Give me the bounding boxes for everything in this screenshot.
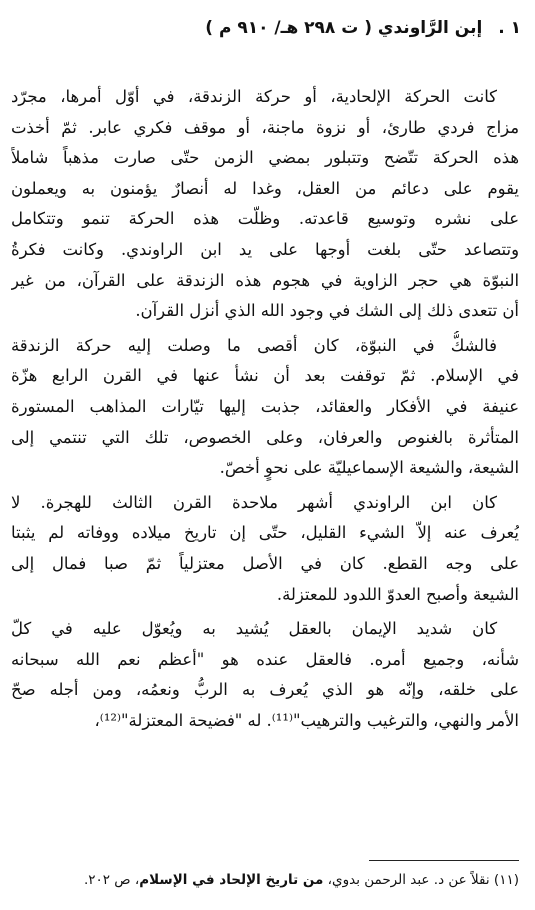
text-line: كان ابن الراوندي أشهر ملاحدة القرن الثالث للهجرة. لا <box>11 492 497 512</box>
body-text <box>11 82 519 740</box>
text-line: كانت الحركة الإلحادية، أو حركة الزندقة، في أوّل أمرها، مجرّد <box>11 87 497 106</box>
text-line: كان شديد الإيمان بالعقل يُشيد به ويُعوّل عليه في كلّ <box>11 619 497 639</box>
text-line: مزاج فردي طارئ، أو نزوة ماجنة، أو موقف فكري عابر. ثمّ أخذت <box>11 117 519 137</box>
text-line: شأنه، وجميع أمره. فالعقل عنده هو "أعظم نعم الله سبحانه <box>11 649 519 669</box>
footnote <box>84 868 519 892</box>
section-title: إبن الرَّاوندي ( ت ٢٩٨ هـ/ ٩١٠ م ) <box>205 18 483 38</box>
text-line: على وجه القطع. كان في الأصل معتزلياً ثمّ صبا فمال إلى <box>11 553 519 573</box>
text-line: الشيعة وأصبح العدوّ اللدود للمعتزلة. <box>276 584 519 604</box>
footnote-prefix: (١١) نقلاً عن د. عبد الرحمن بدوي، <box>323 872 519 888</box>
section-heading <box>205 14 521 42</box>
text-line: هذه الحركة تتّضح وتتبلور بمضي الزمن حتّى صارت مذهباً شاملاً <box>11 148 519 168</box>
text-line: النبوّة هي حجر الزاوية في هجوم هذه الزندقة على القرآن، من غير <box>11 270 519 290</box>
text-line: على نشره وتوسيع قاعدته. وظلّت هذه الحركة تنمو وتتكامل <box>11 209 519 229</box>
text-line: وتتصاعد حتّى بلغت أوجها على يد ابن الراوندي. وكانت فكرةُ <box>11 239 519 259</box>
text-line: في الإسلام. ثمّ توقفت بعد أن نشأ عنها في القرن الرابع هزّة <box>11 366 519 386</box>
text-line: عنيفة في الأفكار والعقائد، جذبت إليها تيّارات المذاهب المستورة <box>11 396 519 416</box>
paragraph <box>11 82 519 327</box>
text-line: المتأثرة بالغنوص والعرفان، وعلى الخصوص، تلك التي تنتمي إلى <box>11 427 519 447</box>
paragraph <box>11 331 519 484</box>
text-line: أن تتعدى ذلك إلى الشك في وجود الله الذي أنزل القرآن. <box>135 301 519 321</box>
paragraph <box>11 614 519 736</box>
text-line: الأمر والنهي، والترغيب والترهيب"⁽¹¹⁾. له "فضيحة المعتزلة"⁽¹²⁾، <box>94 710 519 730</box>
footnote-separator <box>369 860 519 861</box>
text-line: على خلقه، وإنّه هو الذي يُعرف به الربُّ ونعمُه، ومن أجله صحّ <box>11 680 519 700</box>
footnote-book-title: من تاريخ الإلحاد في الإسلام <box>139 872 324 888</box>
text-line: يقوم على دعائم من العقل، وغدا له أنصارٌ يؤمنون به ويعملون <box>11 178 519 198</box>
paragraph <box>11 488 519 610</box>
section-number: ١ . <box>498 18 521 38</box>
text-line: يُعرف عنه إلاّ الشيء القليل، حتّى إن تاريخ ميلاده ووفاته لم يثبتا <box>11 523 519 543</box>
text-line: فالشكُّ في النبوّة، كان أقصى ما وصلت إليه حركة الزندقة <box>11 335 497 355</box>
text-line: الشيعة، والشيعة الإسماعيليّة على نحوٍ أخصّ. <box>219 458 519 478</box>
footnote-suffix: ، ص ٢٠٢. <box>83 872 140 888</box>
